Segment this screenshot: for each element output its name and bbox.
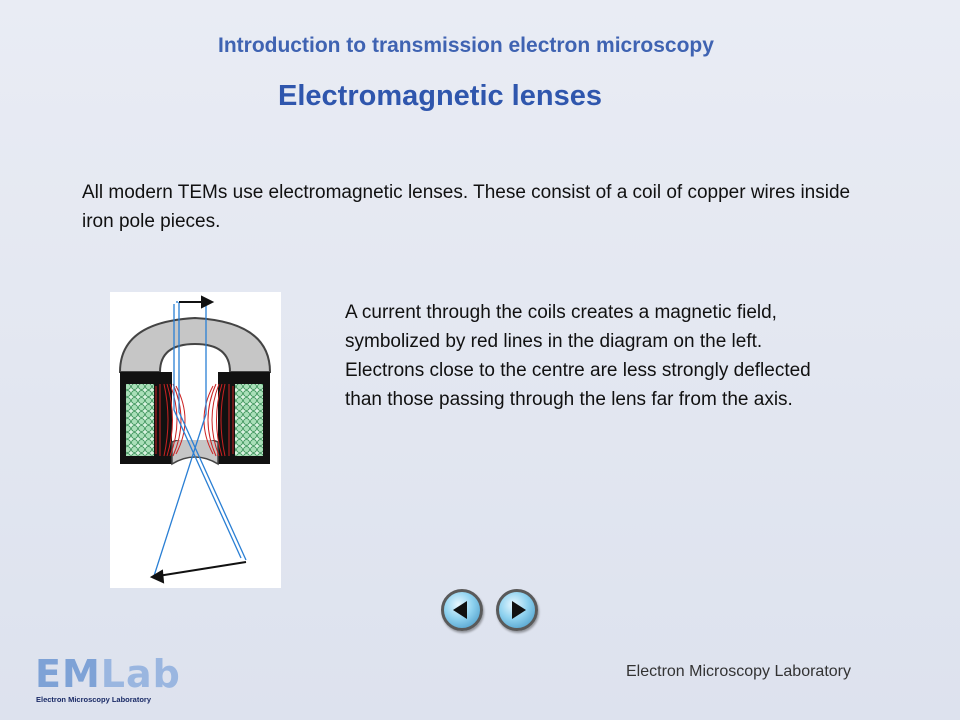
pole-piece-top — [120, 318, 270, 372]
description-paragraph: A current through the coils creates a magnetic field, symbolized by red lines in the diagram on the left. Electrons close to the centre are less strongly deflected than those passing through the lens far from the axis. — [345, 302, 811, 410]
next-button[interactable] — [496, 589, 538, 631]
object-arrow — [179, 297, 212, 307]
previous-button[interactable] — [441, 589, 483, 631]
logo-lab: Lab — [100, 652, 181, 696]
lens-diagram — [110, 292, 281, 588]
coil-left — [126, 384, 154, 456]
footer-lab-name: Electron Microscopy Laboratory — [626, 663, 851, 680]
intro-paragraph: All modern TEMs use electromagnetic lenses. These consist of a coil of copper wires inside iron pole pieces. — [82, 182, 851, 232]
coil-right — [235, 384, 263, 456]
play-left-icon — [444, 592, 480, 628]
play-right-icon — [499, 592, 535, 628]
lens-diagram-svg — [110, 292, 281, 588]
logo-subtitle: Electron Microscopy Laboratory — [36, 695, 152, 704]
emlab-logo — [35, 652, 181, 705]
logo-em: EM — [35, 652, 101, 696]
image-arrow — [152, 562, 246, 582]
slide-title: Electromagnetic lenses — [278, 80, 602, 112]
logo-word — [35, 652, 181, 696]
course-title: Introduction to transmission electron microscopy — [218, 34, 714, 57]
